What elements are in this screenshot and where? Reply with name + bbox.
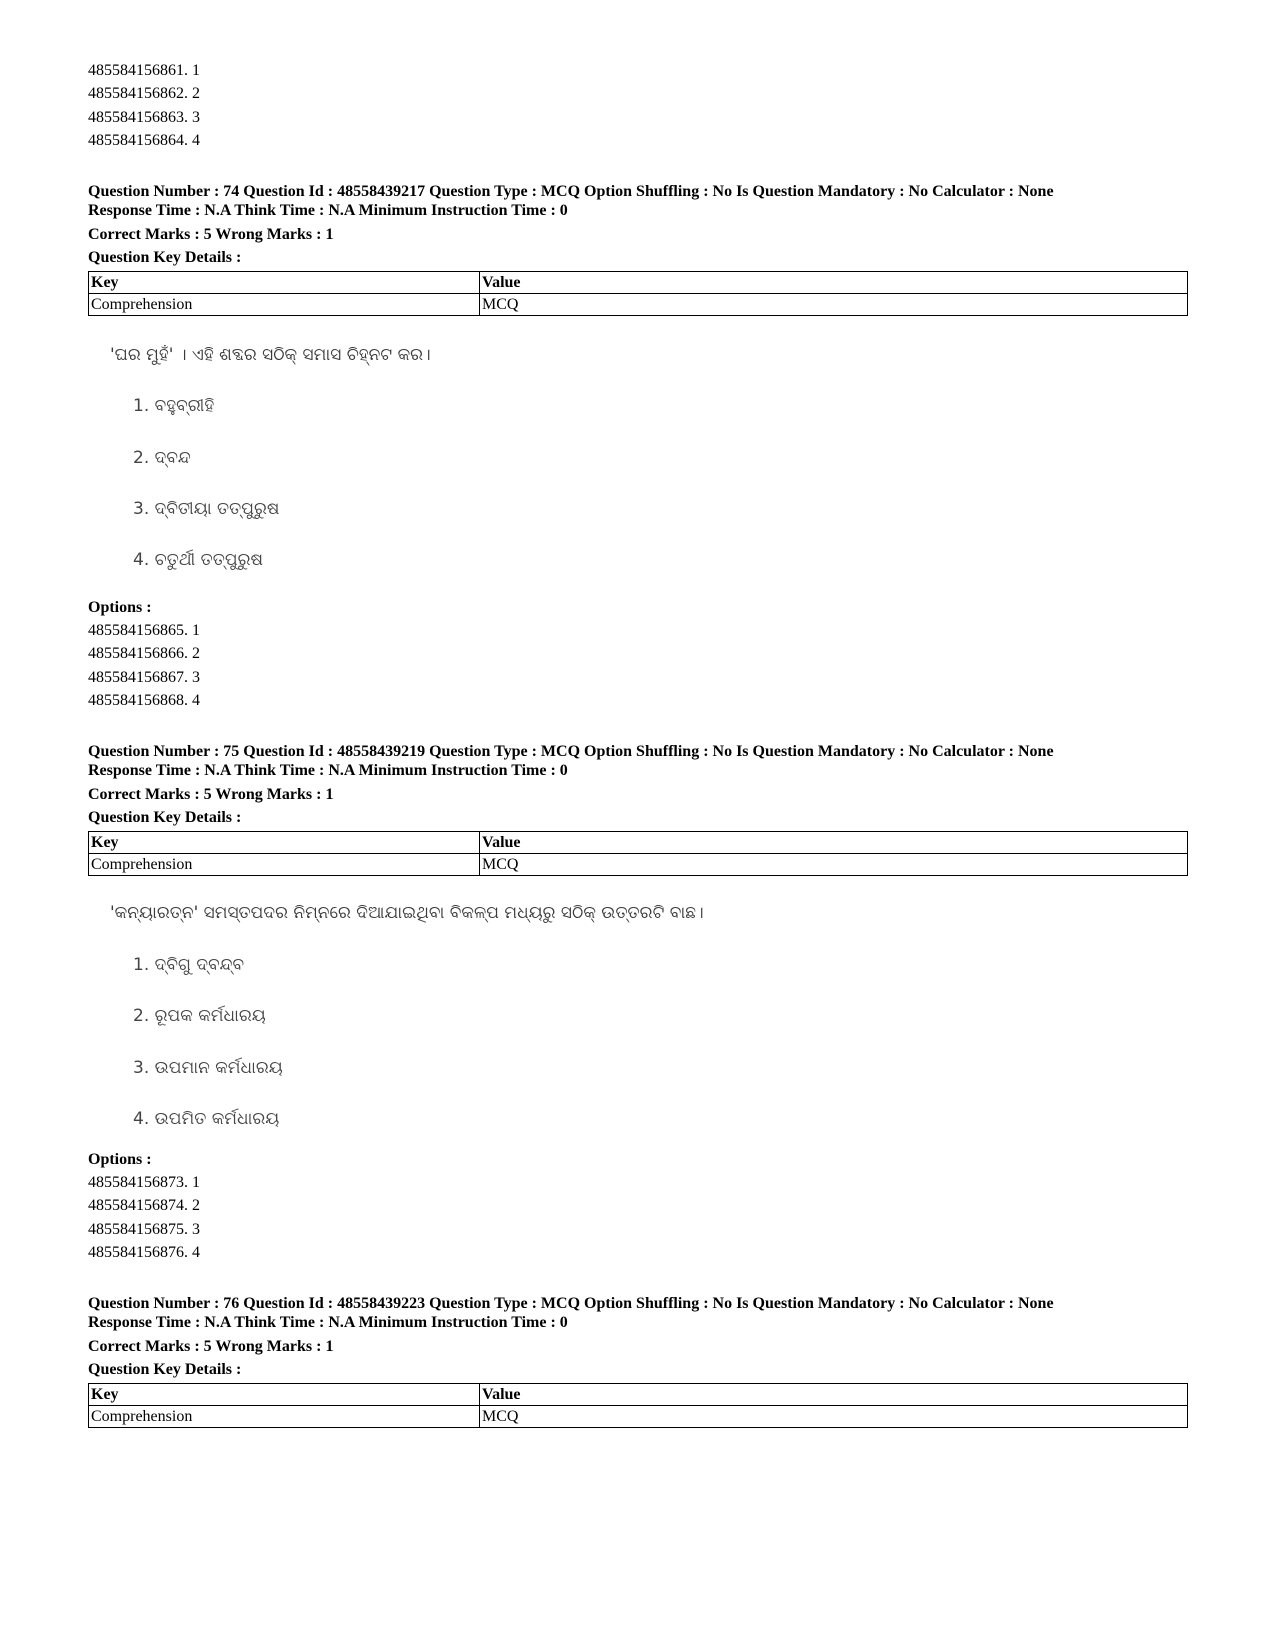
option-line: 485584156864. 4 [88,132,200,149]
option-line: 485584156866. 2 [88,645,200,662]
question-header-line1: Question Number : 75 Question Id : 48558439219 Question Type : MCQ Option Shuffling : No Is Question Mandatory : No Calculator : None [88,743,1054,760]
table-header-key: Key [89,272,480,294]
question-key-details-label: Question Key Details : [88,249,242,266]
question-header-line2: Response Time : N.A Think Time : N.A Minimum Instruction Time : 0 [88,202,568,219]
question-key-table [88,1383,1188,1428]
question-key-details-label: Question Key Details : [88,809,242,826]
question-header-line1: Question Number : 74 Question Id : 48558439217 Question Type : MCQ Option Shuffling : No Is Question Mandatory : No Calculator : None [88,183,1054,200]
option-line: 485584156867. 3 [88,669,200,686]
question-key-table [88,271,1188,316]
table-cell-key: Comprehension [89,294,480,316]
table-cell-value: MCQ [480,1406,1188,1428]
question-header-line1: Question Number : 76 Question Id : 48558439223 Question Type : MCQ Option Shuffling : No Is Question Mandatory : No Calculator : None [88,1295,1054,1312]
question-marks: Correct Marks : 5 Wrong Marks : 1 [88,226,334,243]
question-choice: 4. ଉପମିତ କର୍ମଧାରୟ [133,1109,280,1129]
question-text: 'ଘର ମୁହଁ' । ଏହି ଶବ୍ଦର ସଠିକ୍ ସମାସ ଚିହ୍ନଟ କର। [110,345,431,365]
question-marks: Correct Marks : 5 Wrong Marks : 1 [88,1338,334,1355]
option-line: 485584156873. 1 [88,1174,200,1191]
table-cell-value: MCQ [480,854,1188,876]
table-header-value: Value [480,1384,1188,1406]
question-choice: 2. ଦ୍ବନ୍ଦ [133,448,191,468]
table-header-value: Value [480,272,1188,294]
option-line: 485584156868. 4 [88,692,200,709]
option-line: 485584156863. 3 [88,109,200,126]
option-line: 485584156876. 4 [88,1244,200,1261]
table-header-key: Key [89,1384,480,1406]
table-cell-value: MCQ [480,294,1188,316]
question-header-line2: Response Time : N.A Think Time : N.A Minimum Instruction Time : 0 [88,762,568,779]
question-choice: 1. ଦ୍ବିଗୁ ଦ୍ବନ୍ଦ୍ବ [133,955,245,975]
option-line: 485584156875. 3 [88,1221,200,1238]
question-choice: 1. ବହୁବ୍ରୀହି [133,396,215,416]
option-line: 485584156874. 2 [88,1197,200,1214]
option-line: 485584156861. 1 [88,62,200,79]
table-cell-key: Comprehension [89,1406,480,1428]
question-marks: Correct Marks : 5 Wrong Marks : 1 [88,786,334,803]
table-header-value: Value [480,832,1188,854]
question-key-table [88,831,1188,876]
options-label: Options : [88,1151,152,1168]
question-choice: 3. ଉପମାନ କର୍ମଧାରୟ [133,1058,283,1078]
question-choice: 4. ଚତୁର୍ଥୀ ତତ୍ପୁରୁଷ [133,550,264,570]
question-header-line2: Response Time : N.A Think Time : N.A Minimum Instruction Time : 0 [88,1314,568,1331]
table-header-key: Key [89,832,480,854]
options-label: Options : [88,599,152,616]
question-text: 'କନ୍ୟାରତ୍ନ' ସମସ୍ତପଦର ନିମ୍ନରେ ଦିଆଯାଇଥିବା ବିକଳ୍ପ ମଧ୍ୟରୁ ସଠିକ୍ ଉତ୍ତରଟି ବାଛ। [110,903,704,923]
option-line: 485584156862. 2 [88,85,200,102]
question-key-details-label: Question Key Details : [88,1361,242,1378]
question-choice: 2. ରୂପକ କର୍ମଧାରୟ [133,1006,266,1026]
question-choice: 3. ଦ୍ବିତୀୟା ତତ୍ପୁରୁଷ [133,499,280,519]
table-cell-key: Comprehension [89,854,480,876]
option-line: 485584156865. 1 [88,622,200,639]
